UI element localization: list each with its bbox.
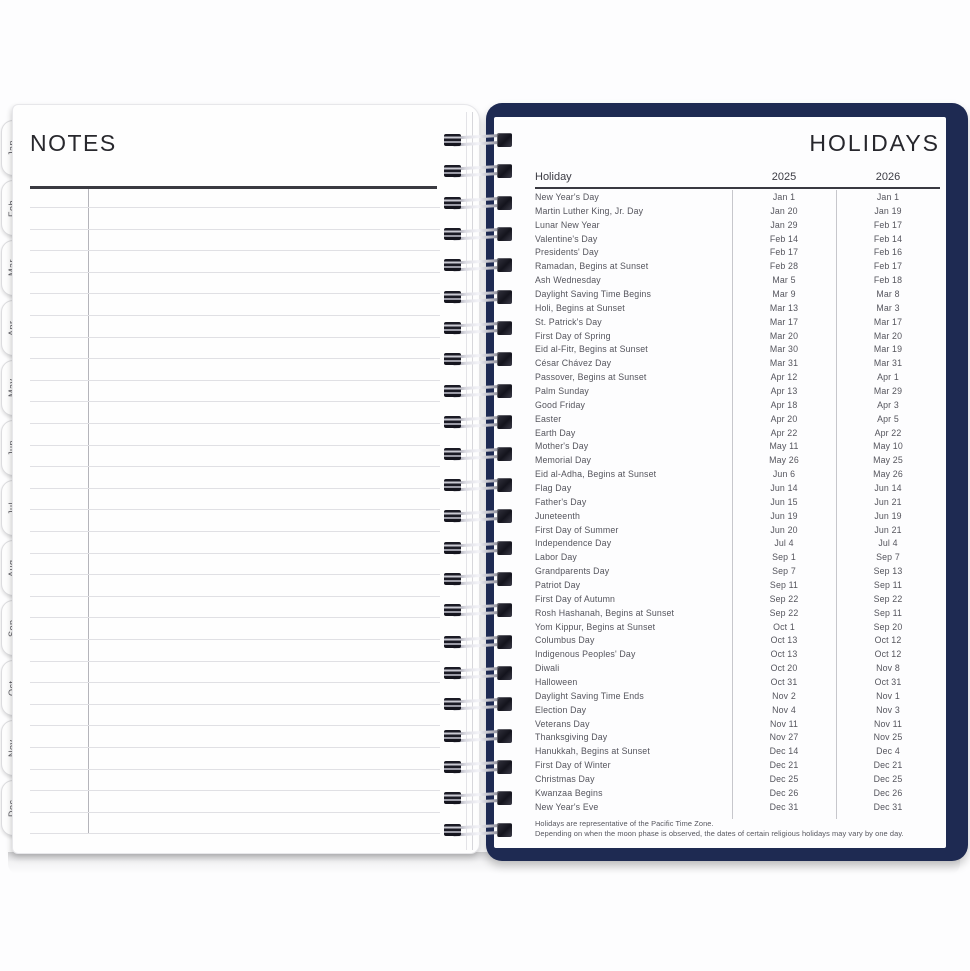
date-2025: Oct 13 <box>770 649 798 660</box>
date-2026: Dec 25 <box>873 774 903 785</box>
date-2025: Sep 11 <box>769 579 799 590</box>
holiday-name: Father's Day <box>535 496 587 507</box>
ruled-line <box>30 661 440 662</box>
date-2025: Feb 14 <box>769 233 799 244</box>
coil-end-left <box>444 228 461 240</box>
ruled-line <box>30 445 440 446</box>
date-2026: Dec 26 <box>873 787 903 798</box>
coil-end-left <box>444 134 461 146</box>
binding-coil <box>444 162 520 180</box>
date-2026: Jan 1 <box>876 191 900 202</box>
holiday-name: New Year's Eve <box>535 801 599 812</box>
holiday-name: Martin Luther King, Jr. Day <box>535 205 644 216</box>
date-2025: Dec 14 <box>769 746 799 757</box>
coil-end-left <box>444 698 461 710</box>
date-2025: Feb 17 <box>769 247 799 258</box>
holiday-name: Lunar New Year <box>535 219 600 230</box>
coil-end-right <box>497 603 512 617</box>
holiday-name: Eid al-Fitr, Begins at Sunset <box>535 344 648 355</box>
coil-end-left <box>444 667 461 679</box>
date-2025: Dec 25 <box>769 774 799 785</box>
binding-coil <box>444 601 520 619</box>
date-2025: Sep 7 <box>772 566 796 577</box>
ruled-line <box>30 596 440 597</box>
date-2025: Sep 1 <box>772 552 796 563</box>
date-2025: Mar 5 <box>772 275 796 286</box>
ruled-line <box>30 358 440 359</box>
coil-end-right <box>497 133 512 147</box>
ruled-line <box>30 531 440 532</box>
date-2026: Oct 31 <box>874 677 902 687</box>
ruled-line <box>30 617 440 618</box>
date-2026: Apr 5 <box>877 413 899 424</box>
holiday-name: Columbus Day <box>535 635 595 646</box>
date-2026: Jul 4 <box>878 538 898 549</box>
ruled-line <box>30 337 440 338</box>
date-2026: Mar 31 <box>873 358 903 369</box>
ruled-line <box>30 833 440 834</box>
date-2026: Sep 11 <box>873 607 903 618</box>
coil-end-left <box>444 542 461 554</box>
coil-end-right <box>497 258 512 272</box>
ruled-line <box>30 574 440 575</box>
header-holiday: Holiday <box>535 171 572 183</box>
ruled-line <box>30 466 440 467</box>
date-2026: May 25 <box>873 455 903 466</box>
date-2026: Feb 16 <box>873 247 903 258</box>
date-2026: Mar 19 <box>873 344 903 355</box>
date-2025: Nov 4 <box>772 704 796 715</box>
date-2026: Jun 21 <box>874 496 902 507</box>
date-2025: Dec 31 <box>769 801 799 812</box>
date-2026: Nov 3 <box>876 704 900 715</box>
date-2026: Nov 8 <box>876 663 900 674</box>
coil-end-right <box>497 635 512 649</box>
holiday-name: Independence Day <box>535 538 612 549</box>
date-2025: Jun 6 <box>772 469 796 480</box>
binding-coil <box>444 821 520 839</box>
ruled-line <box>30 769 440 770</box>
date-2025: Nov 2 <box>772 690 796 701</box>
binding-coil <box>444 445 520 463</box>
coil-end-left <box>444 291 461 303</box>
holiday-name: Indigenous Peoples' Day <box>535 649 636 660</box>
binding-coil <box>444 288 520 306</box>
date-2025: Mar 17 <box>769 316 799 327</box>
date-2026: Feb 14 <box>873 233 903 244</box>
ruled-line <box>30 380 440 381</box>
binding-coil <box>444 382 520 400</box>
date-2025: Sep 22 <box>769 607 799 618</box>
holiday-name: Earth Day <box>535 427 576 438</box>
binding-coil <box>444 194 520 212</box>
date-2025: Mar 9 <box>772 288 796 299</box>
date-2025: Mar 30 <box>769 344 799 355</box>
coil-end-right <box>497 447 512 461</box>
coil-end-right <box>497 509 512 523</box>
coil-end-left <box>444 573 461 585</box>
date-2025: Mar 20 <box>769 330 799 341</box>
date-2026: Nov 11 <box>873 718 903 729</box>
holiday-name: Patriot Day <box>535 579 581 590</box>
ruled-line <box>30 704 440 705</box>
date-2025: Oct 1 <box>773 621 795 632</box>
coil-end-right <box>497 196 512 210</box>
holiday-name: Election Day <box>535 704 587 715</box>
holiday-name: Daylight Saving Time Ends <box>535 690 644 701</box>
ruled-line <box>30 812 440 813</box>
date-2025: Mar 13 <box>769 302 799 313</box>
coil-end-right <box>497 697 512 711</box>
ruled-line <box>30 509 440 510</box>
date-2025: Jul 4 <box>774 538 794 549</box>
binding-coil <box>444 633 520 651</box>
ruled-line <box>30 229 440 230</box>
holiday-name: Labor Day <box>535 552 577 563</box>
date-2026: Mar 20 <box>873 330 903 341</box>
date-2025: Nov 27 <box>769 732 799 743</box>
holiday-name: New Year's Day <box>535 191 599 202</box>
date-2026: Feb 17 <box>873 261 903 272</box>
header-2026: 2026 <box>875 171 901 183</box>
holiday-name: Christmas Day <box>535 774 595 785</box>
coil-end-left <box>444 479 461 491</box>
holiday-table-header <box>535 171 940 186</box>
date-2026: Sep 13 <box>873 566 903 577</box>
coil-end-right <box>497 415 512 429</box>
header-2025: 2025 <box>771 171 797 183</box>
binding-coil <box>444 539 520 557</box>
date-2026: Jun 21 <box>874 524 902 535</box>
coil-end-right <box>497 164 512 178</box>
holiday-name: Easter <box>535 413 562 424</box>
date-2026: Jun 14 <box>874 482 902 493</box>
binding-coil <box>444 225 520 243</box>
coil-end-right <box>497 666 512 680</box>
ruled-line <box>30 725 440 726</box>
date-2025: Sep 22 <box>769 593 799 604</box>
holiday-name: St. Patrick's Day <box>535 316 602 327</box>
coil-end-left <box>444 448 461 460</box>
holiday-name: Veterans Day <box>535 718 590 729</box>
date-2025: Apr 13 <box>770 385 798 396</box>
date-2025: Apr 12 <box>770 372 798 383</box>
ruled-line <box>30 682 440 683</box>
coil-end-right <box>497 478 512 492</box>
holiday-name: Ash Wednesday <box>535 275 601 286</box>
holiday-name: Hanukkah, Begins at Sunset <box>535 746 650 757</box>
footnote-line-1: Holidays are representative of the Pacific Time Zone. <box>535 819 714 828</box>
date-2025: Dec 26 <box>769 787 799 798</box>
ruled-line <box>30 553 440 554</box>
date-2025: Jun 19 <box>770 510 798 521</box>
date-2026: Dec 31 <box>873 801 903 812</box>
holiday-name: Good Friday <box>535 399 586 410</box>
binding-coil <box>444 413 520 431</box>
ruled-line <box>30 293 440 294</box>
holiday-name: First Day of Summer <box>535 524 619 535</box>
date-2026: Feb 18 <box>873 275 903 286</box>
coil-end-left <box>444 604 461 616</box>
coil-end-left <box>444 385 461 397</box>
holiday-name: Halloween <box>535 677 578 687</box>
date-2026: Oct 12 <box>874 635 902 646</box>
date-2025: Mar 31 <box>769 358 799 369</box>
holiday-name: Grandparents Day <box>535 566 610 577</box>
binding-coil <box>444 727 520 745</box>
date-2026: Dec 4 <box>876 746 900 757</box>
coil-end-right <box>497 729 512 743</box>
ruled-line <box>30 488 440 489</box>
coil-end-right <box>497 352 512 366</box>
binding-coil <box>444 758 520 776</box>
date-2025: Jun 14 <box>770 482 798 493</box>
date-2026: May 26 <box>873 469 903 480</box>
coil-end-right <box>497 227 512 241</box>
date-2025: Jan 20 <box>770 205 798 216</box>
coil-end-left <box>444 165 461 177</box>
date-2026: Oct 12 <box>874 649 902 660</box>
date-2026: Sep 20 <box>873 621 903 632</box>
coil-end-right <box>497 572 512 586</box>
date-2025: Oct 13 <box>770 635 798 646</box>
date-2026: Sep 22 <box>873 593 903 604</box>
ruled-line <box>30 315 440 316</box>
date-2026: Mar 29 <box>873 385 903 396</box>
ruled-line <box>30 423 440 424</box>
coil-end-right <box>497 321 512 335</box>
binding-coil <box>444 695 520 713</box>
date-2026: Nov 1 <box>876 690 900 701</box>
coil-end-right <box>497 823 512 837</box>
holiday-name: Flag Day <box>535 482 572 493</box>
binding-coil <box>444 664 520 682</box>
date-2025: Jun 15 <box>770 496 798 507</box>
holiday-name: Thanksgiving Day <box>535 732 608 743</box>
ruled-line <box>30 272 440 273</box>
holiday-name: Presidents' Day <box>535 247 599 258</box>
date-2025: Jun 20 <box>770 524 798 535</box>
holiday-name: Rosh Hashanah, Begins at Sunset <box>535 607 675 618</box>
notes-page-title: NOTES <box>30 130 117 156</box>
binding-coil <box>444 476 520 494</box>
date-2025: Oct 31 <box>770 677 798 687</box>
coil-end-left <box>444 792 461 804</box>
coil-end-right <box>497 541 512 555</box>
holiday-name: Eid al-Adha, Begins at Sunset <box>535 469 657 480</box>
holiday-name: Diwali <box>535 663 560 674</box>
ruled-line <box>30 207 440 208</box>
footnote-line-2: Depending on when the moon phase is observed, the dates of certain religious holidays may vary by one day. <box>535 828 904 838</box>
coil-end-left <box>444 636 461 648</box>
holiday-name: Passover, Begins at Sunset <box>535 372 647 383</box>
date-2026: Mar 3 <box>876 302 900 313</box>
binding-coil <box>444 570 520 588</box>
date-2026: Sep 7 <box>876 552 900 563</box>
holiday-name: Palm Sunday <box>535 385 589 396</box>
notes-page <box>12 104 480 854</box>
coil-end-left <box>444 730 461 742</box>
coil-end-left <box>444 510 461 522</box>
date-2025: Jan 1 <box>772 191 796 202</box>
date-2026: Jun 19 <box>874 510 902 521</box>
binding-coil <box>444 789 520 807</box>
coil-end-left <box>444 197 461 209</box>
date-2026: Apr 3 <box>877 399 899 410</box>
ruled-line <box>30 639 440 640</box>
coil-end-left <box>444 322 461 334</box>
date-2026: Dec 21 <box>873 760 903 771</box>
holiday-name: Juneteenth <box>535 510 581 521</box>
holiday-name: First Day of Autumn <box>535 593 616 604</box>
binding-coil <box>444 507 520 525</box>
date-2025: Nov 11 <box>769 718 799 729</box>
holiday-header-rule <box>535 187 940 189</box>
coil-end-right <box>497 384 512 398</box>
date-2025: Apr 22 <box>770 427 798 438</box>
binding-coil <box>444 256 520 274</box>
coil-end-left <box>444 416 461 428</box>
holiday-name: Daylight Saving Time Begins <box>535 288 652 299</box>
holiday-name: Kwanzaa Begins <box>535 787 603 798</box>
binding-coil <box>444 350 520 368</box>
holiday-name: César Chávez Day <box>535 358 612 369</box>
date-2026: Mar 8 <box>876 288 900 299</box>
holiday-table <box>535 190 940 814</box>
binding-coil <box>444 319 520 337</box>
date-2025: Jan 29 <box>770 219 798 230</box>
date-2026: Feb 17 <box>873 219 903 230</box>
date-2025: Feb 28 <box>769 261 799 272</box>
date-2025: Dec 21 <box>769 760 799 771</box>
date-2025: May 26 <box>769 455 799 466</box>
ruled-line <box>30 747 440 748</box>
holiday-name: Ramadan, Begins at Sunset <box>535 261 649 272</box>
date-2025: May 11 <box>769 441 799 452</box>
binding-coil <box>444 131 520 149</box>
date-2026: Sep 11 <box>873 579 903 590</box>
holiday-name: First Day of Spring <box>535 330 611 341</box>
holiday-name: Holi, Begins at Sunset <box>535 302 625 313</box>
ruled-line <box>30 401 440 402</box>
date-2025: Oct 20 <box>770 663 798 674</box>
date-2025: Apr 18 <box>770 399 798 410</box>
coil-end-right <box>497 760 512 774</box>
holiday-name: Yom Kippur, Begins at Sunset <box>535 621 656 632</box>
coil-end-left <box>444 353 461 365</box>
coil-end-left <box>444 824 461 836</box>
date-2026: May 10 <box>873 441 903 452</box>
date-2026: Apr 22 <box>874 427 902 438</box>
ruled-line <box>30 790 440 791</box>
holiday-name: First Day of Winter <box>535 760 611 771</box>
coil-end-right <box>497 290 512 304</box>
holidays-page-title: HOLIDAYS <box>809 130 940 156</box>
notes-margin-line <box>88 189 89 834</box>
holiday-name: Mother's Day <box>535 441 589 452</box>
date-2026: Jan 19 <box>874 205 902 216</box>
coil-end-left <box>444 761 461 773</box>
coil-end-right <box>497 791 512 805</box>
holiday-name: Memorial Day <box>535 455 592 466</box>
ruled-line <box>30 250 440 251</box>
holiday-name: Valentine's Day <box>535 233 598 244</box>
date-2026: Nov 25 <box>873 732 903 743</box>
date-2026: Mar 17 <box>873 316 903 327</box>
date-2026: Apr 1 <box>877 372 899 383</box>
date-2025: Apr 20 <box>770 413 798 424</box>
coil-end-left <box>444 259 461 271</box>
notes-header-rule <box>30 186 437 189</box>
